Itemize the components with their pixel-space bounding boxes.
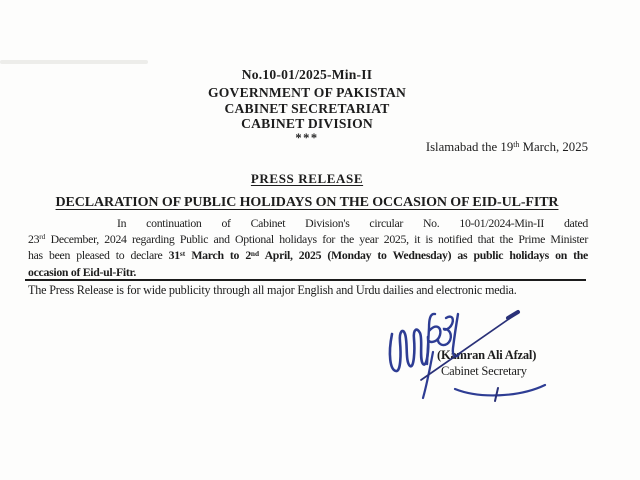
letterhead — [28, 67, 586, 144]
holiday-range-text: March to 2 — [185, 248, 251, 263]
org-line-division: CABINET DIVISION — [241, 115, 373, 131]
signatory-name: (Kamran Ali Afzal) — [437, 348, 537, 362]
dateline-ordinal: th — [513, 140, 520, 150]
org-line-government: GOVERNMENT OF PAKISTAN — [208, 85, 406, 101]
signature-diagonal-nib — [508, 312, 518, 318]
body-line-2-number: 23 — [28, 231, 40, 246]
signature-descender-stroke — [423, 352, 433, 398]
body-line-1: In continuation of Cabinet Division's circular No. 10-01/2024-Min-II dated — [117, 216, 588, 230]
body-paragraph — [28, 216, 588, 280]
holiday-start-ordinal: st — [179, 248, 186, 258]
body-line-3 — [28, 248, 588, 265]
headline-row — [28, 193, 586, 211]
body-line-2-ordinal: rd — [39, 232, 46, 242]
press-release-label: PRESS RELEASE — [250, 171, 364, 186]
body-line-2 — [28, 232, 588, 249]
dateline — [426, 140, 588, 155]
body-line-3-lead: has been pleased to declare — [28, 248, 169, 263]
holiday-end-ordinal: nd — [250, 248, 260, 258]
dateline-prefix: Islamabad the 19 — [425, 140, 514, 154]
body-line-2-text: December, 2024 regarding Public and Optional holidays for the year 2025, it is notified that the Prime Minister — [45, 231, 588, 246]
headline: DECLARATION OF PUBLIC HOLIDAYS ON THE OCCASION OF EID-UL-FITR — [55, 195, 559, 210]
signature-bottom-mark — [495, 388, 498, 401]
reference-number: No.10-01/2025-Min-II — [241, 67, 373, 82]
dateline-suffix: March, 2025 — [519, 140, 588, 154]
holiday-occasion-text: occasion of Eid-ul-Fitr. — [28, 264, 137, 279]
signatory-title: Cabinet Secretary — [441, 364, 527, 378]
scan-artifact — [0, 60, 148, 64]
holiday-declaration-text: April, 2025 (Monday to Wednesday) as public holidays on the — [259, 248, 588, 263]
signature-block — [385, 298, 600, 410]
org-line-secretariat: CABINET SECRETARIAT — [224, 100, 390, 116]
publicity-note: The Press Release is for wide publicity through all major English and Urdu dailies and electronic media. — [28, 283, 517, 297]
signature-underline-flourish — [455, 385, 545, 395]
asterisk-divider: *** — [295, 131, 319, 146]
signature-scribble-loops — [390, 330, 428, 371]
holiday-start-date: 31 — [168, 248, 180, 263]
press-release-label-row — [28, 170, 586, 188]
divider-line — [25, 279, 586, 281]
